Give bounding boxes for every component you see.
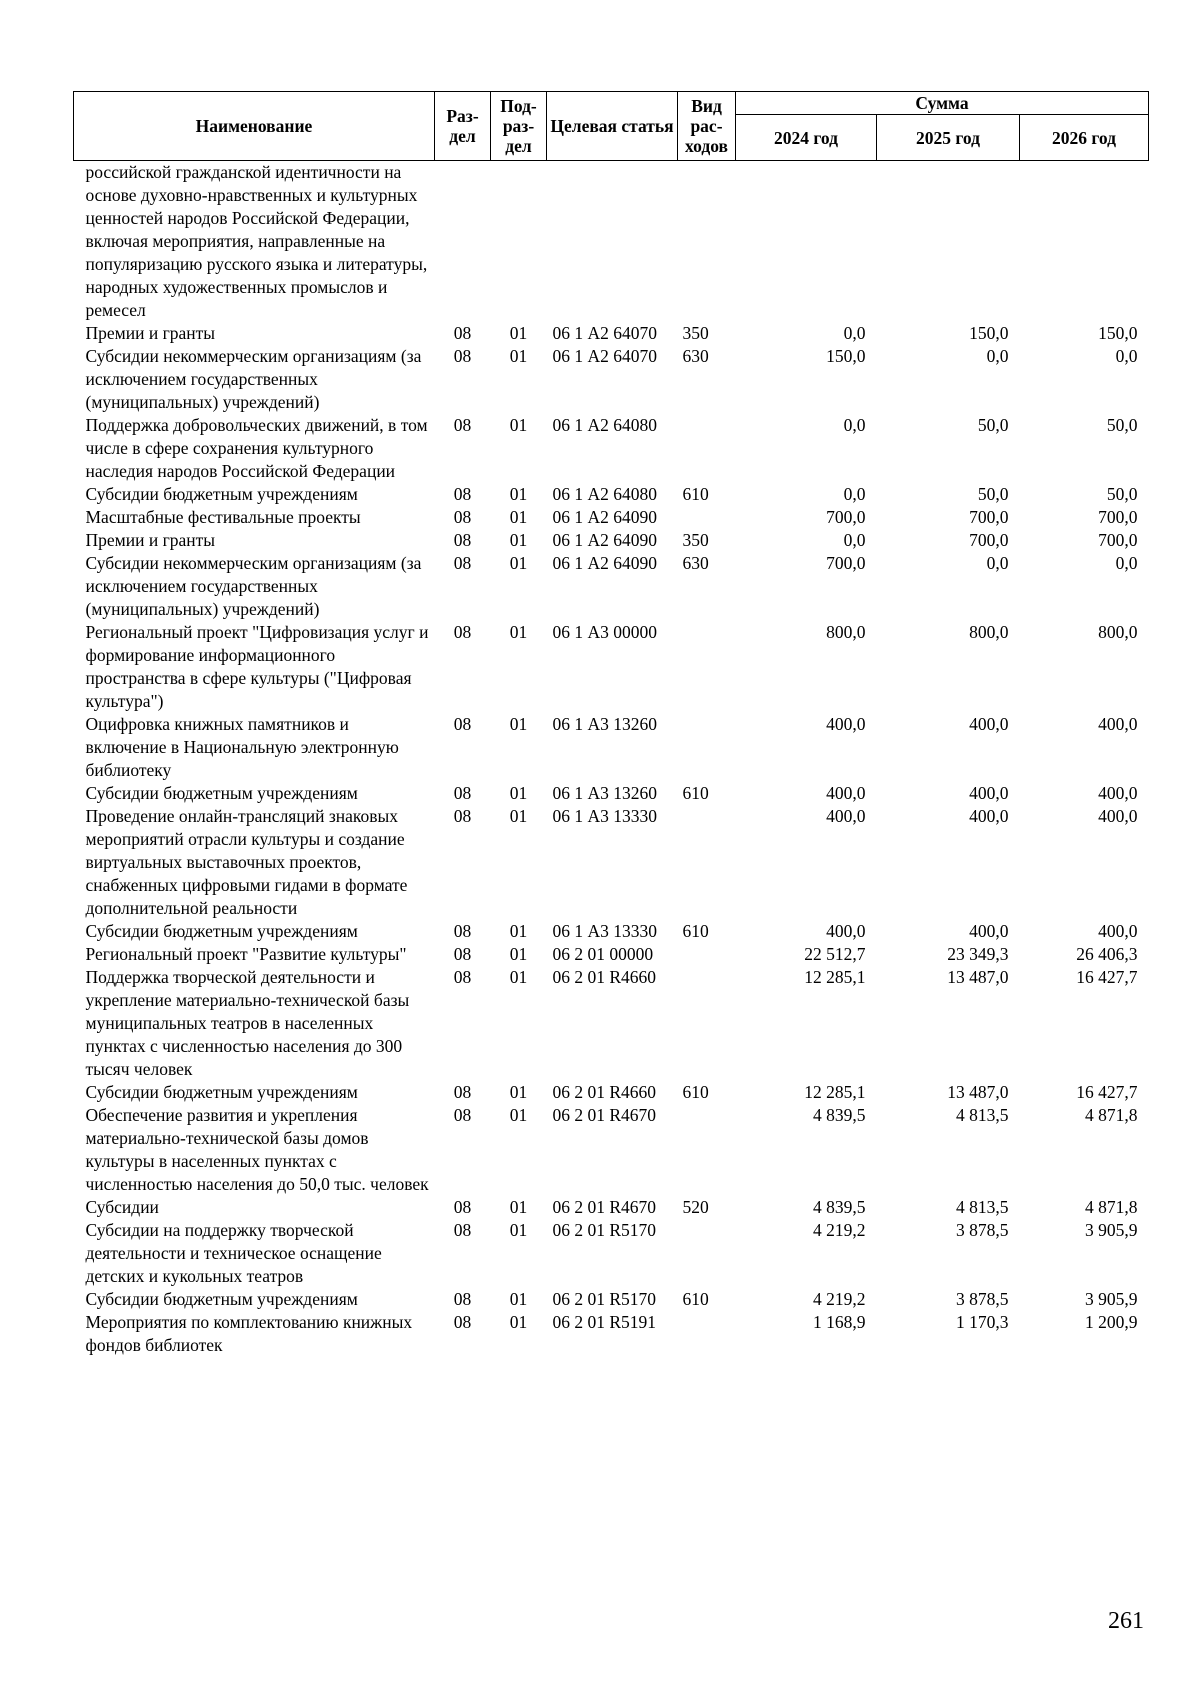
row-sum-2026: 400,0 [1098, 714, 1138, 734]
table-row [74, 552, 1149, 621]
row-vid-rashodov: 630 [682, 346, 709, 366]
row-sum-2024: 400,0 [826, 783, 866, 803]
row-sum-2025: 400,0 [969, 783, 1009, 803]
row-razdel: 08 [453, 921, 472, 941]
row-podrazdel: 01 [509, 1082, 528, 1102]
row-sum-2025: 0,0 [986, 346, 1009, 366]
row-sum-2024: 4 839,5 [813, 1197, 866, 1217]
row-name: российской гражданской идентичности на основе духовно-нравственных и культурных ценностей народов Российской Федерации, включая мероприятия, направленные на популяризацию русского языка и литературы, народных художественных промыслов и ремесел [85, 162, 428, 320]
row-sum-2024: 4 219,2 [813, 1289, 866, 1309]
row-sum-2025: 800,0 [969, 622, 1009, 642]
row-vid-rashodov: 350 [682, 530, 709, 550]
row-podrazdel: 01 [509, 553, 528, 573]
row-sum-2024: 1 168,9 [813, 1312, 866, 1332]
row-celevaya-statya: 06 1 А2 64090 [552, 553, 658, 573]
row-name: Субсидии бюджетным учреждениям [85, 1289, 358, 1309]
table-row [74, 1311, 1149, 1357]
row-sum-2024: 22 512,7 [804, 944, 866, 964]
row-sum-2025: 4 813,5 [956, 1105, 1009, 1125]
row-celevaya-statya: 06 2 01 00000 [552, 944, 654, 964]
row-vid-rashodov [678, 1311, 736, 1357]
row-vid-rashodov [678, 414, 736, 483]
row-sum-2025 [877, 161, 1020, 323]
row-podrazdel: 01 [509, 944, 528, 964]
row-name: Премии и гранты [85, 530, 216, 550]
row-name: Поддержка творческой деятельности и укрепление материально-технической базы муниципальных театров в населенных пунктах с численностью населения до 300 тысяч человек [85, 967, 410, 1079]
row-podrazdel: 01 [509, 714, 528, 734]
row-name: Мероприятия по комплектованию книжных фондов библиотек [85, 1312, 413, 1355]
row-celevaya-statya: 06 1 А2 64090 [552, 507, 658, 527]
header-year-2025: 2025 год [877, 115, 1020, 161]
header-podrazdel: Под- раз- дел [491, 92, 547, 161]
header-vid: Вид рас- ходов [678, 92, 736, 161]
row-sum-2026: 150,0 [1098, 323, 1138, 343]
row-vid-rashodov: 610 [682, 484, 709, 504]
row-vid-rashodov: 350 [682, 323, 709, 343]
table-row [74, 1104, 1149, 1196]
row-razdel: 08 [453, 323, 472, 343]
row-razdel: 08 [453, 622, 472, 642]
header-year-2026: 2026 год [1020, 115, 1149, 161]
row-sum-2024: 0,0 [843, 530, 866, 550]
row-celevaya-statya: 06 1 А3 13260 [552, 714, 658, 734]
table-row [74, 483, 1149, 506]
table-row [74, 805, 1149, 920]
row-podrazdel: 01 [509, 1289, 528, 1309]
row-razdel: 08 [453, 1289, 472, 1309]
header-celevaya: Целевая статья [547, 92, 678, 161]
row-celevaya-statya: 06 2 01 R4660 [552, 1082, 657, 1102]
table-row [74, 920, 1149, 943]
page-number: 261 [1108, 1608, 1144, 1634]
row-sum-2026: 3 905,9 [1085, 1220, 1138, 1240]
row-sum-2025: 0,0 [986, 553, 1009, 573]
row-sum-2024: 12 285,1 [804, 967, 866, 987]
row-podrazdel: 01 [509, 921, 528, 941]
row-podrazdel: 01 [509, 530, 528, 550]
row-sum-2024: 0,0 [843, 484, 866, 504]
row-vid-rashodov [678, 713, 736, 782]
row-name: Поддержка добровольческих движений, в том числе в сфере сохранения культурного наследия народов Российской Федерации [85, 415, 428, 481]
row-sum-2026: 50,0 [1106, 415, 1138, 435]
row-vid-rashodov: 520 [682, 1197, 709, 1217]
row-sum-2026: 16 427,7 [1076, 967, 1138, 987]
row-sum-2026: 700,0 [1098, 530, 1138, 550]
row-sum-2024 [736, 161, 877, 323]
table-row [74, 1196, 1149, 1219]
row-sum-2026: 3 905,9 [1085, 1289, 1138, 1309]
row-sum-2025: 13 487,0 [947, 1082, 1009, 1102]
row-name: Обеспечение развития и укрепления материально-технической базы домов культуры в населенных пунктах с численностью населения до 50,0 тыс. человек [85, 1105, 429, 1194]
row-razdel: 08 [453, 967, 472, 987]
row-vid-rashodov [678, 506, 736, 529]
header-year-2024: 2024 год [736, 115, 877, 161]
row-vid-rashodov [678, 805, 736, 920]
row-celevaya-statya: 06 2 01 R4670 [552, 1197, 657, 1217]
row-celevaya-statya: 06 1 А2 64070 [552, 346, 658, 366]
row-razdel: 08 [453, 1105, 472, 1125]
row-razdel: 08 [453, 783, 472, 803]
row-vid-rashodov: 630 [682, 553, 709, 573]
row-sum-2025: 400,0 [969, 806, 1009, 826]
table-row [74, 1288, 1149, 1311]
row-sum-2025: 3 878,5 [956, 1289, 1009, 1309]
row-sum-2026: 4 871,8 [1085, 1197, 1138, 1217]
row-sum-2025: 700,0 [969, 507, 1009, 527]
row-sum-2025: 13 487,0 [947, 967, 1009, 987]
row-sum-2024: 0,0 [843, 323, 866, 343]
row-name: Субсидии бюджетным учреждениям [85, 783, 358, 803]
row-celevaya-statya: 06 1 А2 64070 [552, 323, 658, 343]
row-podrazdel: 01 [509, 484, 528, 504]
table-row [74, 345, 1149, 414]
row-razdel: 08 [453, 1082, 472, 1102]
row-sum-2024: 400,0 [826, 806, 866, 826]
table-row [74, 414, 1149, 483]
row-name: Оцифровка книжных памятников и включение в Национальную электронную библиотеку [85, 714, 399, 780]
row-razdel: 08 [453, 553, 472, 573]
row-podrazdel: 01 [509, 1105, 528, 1125]
header-summa: Сумма [736, 92, 1149, 115]
row-sum-2026: 4 871,8 [1085, 1105, 1138, 1125]
table-row [74, 966, 1149, 1081]
row-sum-2025: 50,0 [977, 484, 1009, 504]
row-celevaya-statya: 06 1 А3 13330 [552, 806, 658, 826]
row-sum-2025: 23 349,3 [947, 944, 1009, 964]
row-sum-2025: 400,0 [969, 714, 1009, 734]
row-razdel: 08 [453, 507, 472, 527]
row-podrazdel: 01 [509, 806, 528, 826]
row-celevaya-statya: 06 2 01 R5191 [552, 1312, 657, 1332]
row-vid-rashodov: 610 [682, 1289, 709, 1309]
row-sum-2025: 3 878,5 [956, 1220, 1009, 1240]
row-name: Масштабные фестивальные проекты [85, 507, 361, 527]
row-razdel: 08 [453, 530, 472, 550]
row-sum-2025: 1 170,3 [956, 1312, 1009, 1332]
row-podrazdel: 01 [509, 415, 528, 435]
table-row [74, 529, 1149, 552]
table-row [74, 621, 1149, 713]
row-celevaya-statya: 06 2 01 R4670 [552, 1105, 657, 1125]
row-razdel: 08 [453, 346, 472, 366]
row-sum-2026: 26 406,3 [1076, 944, 1138, 964]
row-razdel: 08 [453, 1312, 472, 1332]
row-podrazdel: 01 [509, 1197, 528, 1217]
row-sum-2026: 400,0 [1098, 783, 1138, 803]
row-celevaya-statya [547, 161, 678, 323]
row-vid-rashodov [678, 943, 736, 966]
row-razdel [435, 161, 491, 323]
row-sum-2024: 700,0 [826, 553, 866, 573]
table-row [74, 1081, 1149, 1104]
row-name: Субсидии некоммерческим организациям (за исключением государственных (муниципальных) учреждений) [85, 553, 422, 619]
row-celevaya-statya: 06 1 А2 64080 [552, 484, 658, 504]
table-row [74, 713, 1149, 782]
row-sum-2024: 800,0 [826, 622, 866, 642]
row-name: Субсидии [85, 1197, 159, 1217]
row-podrazdel: 01 [509, 1220, 528, 1240]
table-row [74, 782, 1149, 805]
row-celevaya-statya: 06 2 01 R5170 [552, 1289, 657, 1309]
row-sum-2024: 0,0 [843, 415, 866, 435]
header-razdel: Раз- дел [435, 92, 491, 161]
row-celevaya-statya: 06 1 А3 00000 [552, 622, 658, 642]
row-sum-2024: 150,0 [826, 346, 866, 366]
table-header [74, 92, 1149, 161]
row-razdel: 08 [453, 714, 472, 734]
row-podrazdel: 01 [509, 346, 528, 366]
row-podrazdel: 01 [509, 323, 528, 343]
row-sum-2025: 700,0 [969, 530, 1009, 550]
row-sum-2024: 4 839,5 [813, 1105, 866, 1125]
row-celevaya-statya: 06 2 01 R4660 [552, 967, 657, 987]
row-name: Субсидии бюджетным учреждениям [85, 921, 358, 941]
row-name: Региональный проект "Цифровизация услуг и формирование информационного пространства в сфере культуры ("Цифровая культура") [85, 622, 429, 711]
row-celevaya-statya: 06 1 А3 13260 [552, 783, 658, 803]
row-razdel: 08 [453, 1220, 472, 1240]
row-razdel: 08 [453, 944, 472, 964]
row-vid-rashodov [678, 1104, 736, 1196]
row-sum-2024: 4 219,2 [813, 1220, 866, 1240]
row-sum-2026: 1 200,9 [1085, 1312, 1138, 1332]
row-name: Субсидии на поддержку творческой деятельности и техническое оснащение детских и кукольных театров [85, 1220, 382, 1286]
table-row [74, 1219, 1149, 1288]
budget-table [73, 91, 1149, 1357]
row-name: Проведение онлайн-трансляций знаковых мероприятий отрасли культуры и создание виртуальных выставочных проектов, снабженных цифровыми гидами в формате дополнительной реальности [85, 806, 408, 918]
header-name: Наименование [74, 92, 435, 161]
row-razdel: 08 [453, 806, 472, 826]
row-vid-rashodov [678, 621, 736, 713]
row-sum-2026: 16 427,7 [1076, 1082, 1138, 1102]
row-podrazdel: 01 [509, 967, 528, 987]
row-name: Премии и гранты [85, 323, 216, 343]
row-celevaya-statya: 06 2 01 R5170 [552, 1220, 657, 1240]
row-sum-2025: 400,0 [969, 921, 1009, 941]
row-sum-2026: 400,0 [1098, 806, 1138, 826]
row-vid-rashodov [678, 966, 736, 1081]
row-celevaya-statya: 06 1 А3 13330 [552, 921, 658, 941]
row-razdel: 08 [453, 415, 472, 435]
row-vid-rashodov [678, 1219, 736, 1288]
row-celevaya-statya: 06 1 А2 64090 [552, 530, 658, 550]
row-sum-2026: 400,0 [1098, 921, 1138, 941]
row-celevaya-statya: 06 1 А2 64080 [552, 415, 658, 435]
row-sum-2024: 12 285,1 [804, 1082, 866, 1102]
row-sum-2026: 700,0 [1098, 507, 1138, 527]
row-razdel: 08 [453, 484, 472, 504]
row-sum-2026: 0,0 [1115, 346, 1138, 366]
row-sum-2024: 400,0 [826, 921, 866, 941]
row-vid-rashodov: 610 [682, 783, 709, 803]
row-vid-rashodov: 610 [682, 921, 709, 941]
row-sum-2026: 800,0 [1098, 622, 1138, 642]
row-name: Субсидии бюджетным учреждениям [85, 1082, 358, 1102]
row-sum-2025: 150,0 [969, 323, 1009, 343]
row-sum-2025: 50,0 [977, 415, 1009, 435]
row-sum-2026 [1020, 161, 1149, 323]
row-podrazdel: 01 [509, 783, 528, 803]
table-row [74, 161, 1149, 323]
row-podrazdel [491, 161, 547, 323]
table-row [74, 322, 1149, 345]
row-sum-2026: 50,0 [1106, 484, 1138, 504]
row-razdel: 08 [453, 1197, 472, 1217]
table-body [74, 161, 1149, 1358]
row-sum-2025: 4 813,5 [956, 1197, 1009, 1217]
row-vid-rashodov [678, 161, 736, 323]
row-podrazdel: 01 [509, 622, 528, 642]
row-sum-2026: 0,0 [1115, 553, 1138, 573]
table-row [74, 506, 1149, 529]
row-name: Региональный проект "Развитие культуры" [85, 944, 407, 964]
table-row [74, 943, 1149, 966]
row-podrazdel: 01 [509, 1312, 528, 1332]
row-vid-rashodov: 610 [682, 1082, 709, 1102]
row-name: Субсидии бюджетным учреждениям [85, 484, 358, 504]
row-sum-2024: 700,0 [826, 507, 866, 527]
row-podrazdel: 01 [509, 507, 528, 527]
row-name: Субсидии некоммерческим организациям (за исключением государственных (муниципальных) учреждений) [85, 346, 422, 412]
row-sum-2024: 400,0 [826, 714, 866, 734]
